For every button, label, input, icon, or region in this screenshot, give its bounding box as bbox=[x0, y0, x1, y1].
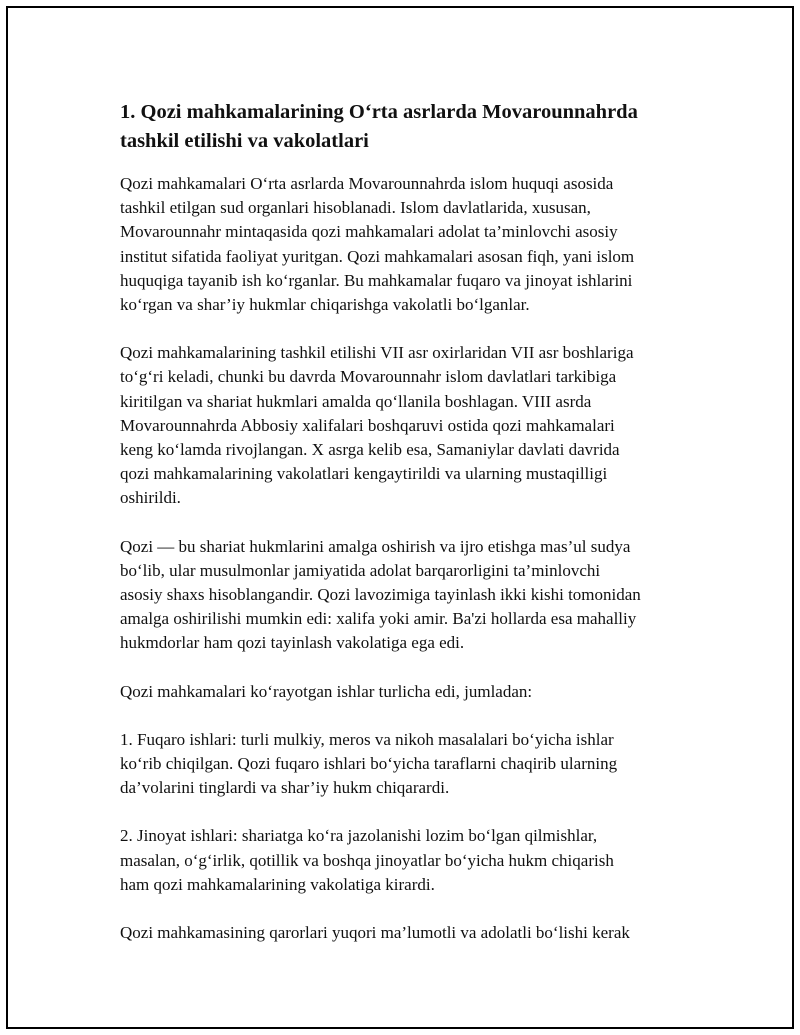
page-frame bbox=[6, 6, 794, 1029]
text-line: Qozi mahkamalari O‘rta asrlarda Movarounnahrda islom huquqi asosida bbox=[120, 174, 614, 193]
text-line: masalan, o‘g‘irlik, qotillik va boshqa jinoyatlar bo‘yicha hukm chiqarish bbox=[120, 850, 614, 870]
text-line: keng ko‘lamda rivojlangan. X asrga kelib esa, Samaniylar davlati davrida bbox=[120, 440, 620, 460]
text-line: Movarounnahrda Abbosiy xalifalari boshqaruvi ostida qozi mahkamalari bbox=[120, 415, 615, 435]
paragraph-intro bbox=[120, 172, 700, 317]
text-line: da’volarini tinglardi va shar’iy hukm chiqarardi. bbox=[120, 778, 450, 798]
text-line: ko‘rib chiqilgan. Qozi fuqaro ishlari bo‘yicha taraflarni chaqirib ularning bbox=[120, 754, 618, 774]
text-line: 1. Fuqaro ishlari: turli mulkiy, meros va nikoh masalalari bo‘yicha ishlar bbox=[120, 729, 614, 749]
section-heading bbox=[120, 98, 700, 156]
text-line: Qozi mahkamalarining tashkil etilishi VII asr oxirlaridan VII asr boshlariga bbox=[120, 343, 634, 363]
text-line: institut sifatida faoliyat yuritgan. Qozi mahkamalari asosan fiqh, yani islom bbox=[120, 246, 635, 266]
text-line: tashkil etilgan sud organlari hisoblanadi. Islom davlatlarida, xususan, bbox=[120, 198, 591, 218]
text-line: ko‘rgan va shar’iy hukmlar chiqarishga vakolatli bo‘lganlar. bbox=[120, 295, 530, 315]
text-line: amalga oshirilishi mumkin edi: xalifa yoki amir. Ba'zi hollarda esa mahalliy bbox=[120, 609, 637, 629]
text-line: 2. Jinoyat ishlari: shariatga ko‘ra jazolanishi lozim bo‘lgan qilmishlar, bbox=[120, 826, 598, 846]
text-line: Movarounnahr mintaqasida qozi mahkamalari adolat ta’minlovchi asosiy bbox=[120, 222, 618, 242]
paragraph-history bbox=[120, 341, 700, 510]
text-line: qozi mahkamalarining vakolatlari kengaytirildi va ularning mustaqilligi bbox=[120, 464, 608, 484]
text-line: bo‘lib, ular musulmonlar jamiyatida adolat barqarorligini ta’minlovchi bbox=[120, 560, 601, 580]
paragraph-case-types-intro bbox=[120, 680, 700, 704]
text-line: ham qozi mahkamalarining vakolatiga kirardi. bbox=[120, 874, 435, 894]
heading-line: tashkil etilishi va vakolatlari bbox=[120, 130, 369, 152]
text-line: Qozi mahkamalari ko‘rayotgan ishlar turlicha edi, jumladan: bbox=[120, 681, 533, 701]
text-line: Qozi mahkamasining qarorlari yuqori ma’lumotli va adolatli bo‘lishi kerak bbox=[120, 923, 630, 943]
document-body bbox=[120, 98, 700, 969]
text-line: huquqiga tayanib ish ko‘rganlar. Bu mahkamalar fuqaro va jinoyat ishlarini bbox=[120, 270, 633, 290]
text-line: hukmdorlar ham qozi tayinlash vakolatiga ega edi. bbox=[120, 633, 465, 653]
list-item-criminal-cases bbox=[120, 824, 700, 897]
text-line: Qozi — bu shariat hukmlarini amalga oshirish va ijro etishga mas’ul sudya bbox=[120, 536, 631, 556]
heading-line: 1. Qozi mahkamalarining O‘rta asrlarda Movarounnahrda bbox=[120, 101, 638, 123]
paragraph-decisions bbox=[120, 921, 700, 945]
text-line: kiritilgan va shariat hukmlari amalda qo‘llanila boshlagan. VIII asrda bbox=[120, 391, 592, 411]
paragraph-qozi-definition bbox=[120, 535, 700, 656]
text-line: to‘g‘ri keladi, chunki bu davrda Movarounnahr islom davlatlari tarkibiga bbox=[120, 367, 617, 387]
text-line: asosiy shaxs hisoblangandir. Qozi lavozimiga tayinlash ikki kishi tomonidan bbox=[120, 585, 641, 605]
text-line: oshirildi. bbox=[120, 488, 181, 508]
list-item-civil-cases bbox=[120, 728, 700, 801]
